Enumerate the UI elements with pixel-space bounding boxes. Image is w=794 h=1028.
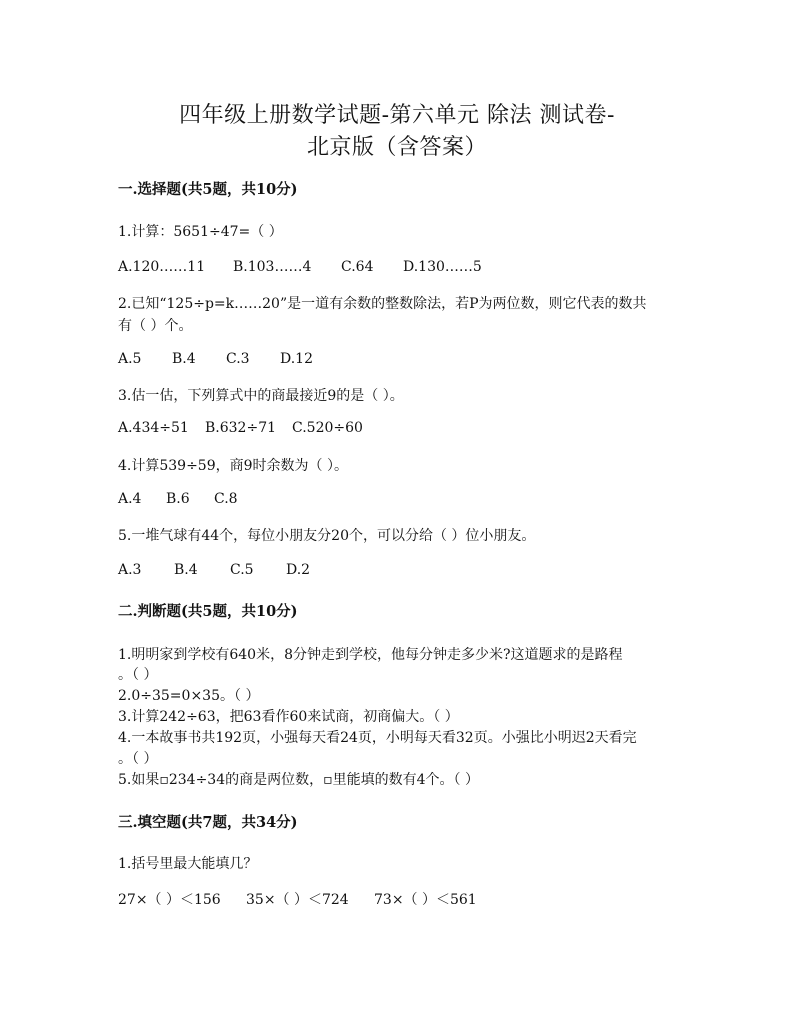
option-b: B.4 bbox=[174, 562, 198, 578]
fill-item: 27×（ ）＜156 bbox=[118, 892, 221, 908]
judge-item: 2.0÷35=0×35。（ ） bbox=[118, 688, 260, 704]
options-row bbox=[118, 351, 313, 367]
judge-item: 1.明明家到学校有640米，8分钟走到学校，他每分钟走多少米?这道题求的是路程 bbox=[118, 647, 623, 663]
page-subtitle: 北京版（含答案） bbox=[306, 135, 487, 160]
option-a: A.434÷51 bbox=[118, 420, 189, 436]
option-b: B.6 bbox=[166, 491, 190, 507]
options-row bbox=[118, 420, 363, 436]
options-row bbox=[118, 259, 482, 275]
judge-item-cont: 。（ ） bbox=[118, 751, 158, 767]
option-c: C.520÷60 bbox=[292, 420, 363, 436]
question-text-cont: 有（ ）个。 bbox=[118, 318, 193, 334]
option-a: A.120……11 bbox=[118, 259, 206, 275]
question-text: 3.估一估，下列算式中的商最接近9的是（ ）。 bbox=[118, 388, 404, 404]
fill-item: 73×（ ）＜561 bbox=[374, 892, 477, 908]
option-c: C.8 bbox=[214, 491, 238, 507]
question-text: 1.计算：5651÷47=（ ） bbox=[118, 224, 283, 240]
option-c: C.64 bbox=[341, 259, 374, 275]
options-row bbox=[118, 491, 238, 507]
question-text: 5.一堆气球有44个，每位小朋友分20个，可以分给（ ）位小朋友。 bbox=[118, 528, 536, 544]
option-d: D.12 bbox=[280, 351, 313, 367]
fill-item: 35×（ ）＜724 bbox=[246, 892, 349, 908]
option-a: A.3 bbox=[118, 562, 142, 578]
page-title: 四年级上册数学试题-第六单元 除法 测试卷- bbox=[179, 103, 615, 128]
option-d: D.130……5 bbox=[403, 259, 482, 275]
question-text: 4.计算539÷59，商9时余数为（ ）。 bbox=[118, 458, 348, 474]
section-heading-judge: 二.判断题(共5题，共10分) bbox=[118, 603, 298, 620]
option-c: C.3 bbox=[226, 351, 250, 367]
option-c: C.5 bbox=[230, 562, 254, 578]
option-b: B.632÷71 bbox=[205, 420, 277, 436]
section-heading-fill: 三.填空题(共7题，共34分) bbox=[118, 814, 298, 831]
judge-item-cont: 。（ ） bbox=[118, 667, 158, 683]
question-text: 1.括号里最大能填几？ bbox=[118, 856, 258, 872]
judge-item: 3.计算242÷63，把63看作60来试商，初商偏大。（ ） bbox=[118, 709, 459, 725]
question-text: 2.已知“125÷p=k……20”是一道有余数的整数除法，若P为两位数，则它代表的数共 bbox=[118, 296, 647, 312]
fill-row bbox=[118, 889, 477, 909]
option-d: D.2 bbox=[286, 562, 311, 578]
judge-item: 4.一本故事书共192页，小强每天看24页，小明每天看32页。小强比小明迟2天看完 bbox=[118, 730, 637, 746]
option-b: B.4 bbox=[172, 351, 196, 367]
option-b: B.103……4 bbox=[233, 259, 312, 275]
section-heading-choice: 一.选择题(共5题，共10分) bbox=[118, 181, 298, 198]
judge-item: 5.如果▫234÷34的商是两位数，▫里能填的数有4个。（ ） bbox=[118, 772, 479, 788]
options-row bbox=[118, 562, 310, 578]
option-a: A.5 bbox=[118, 351, 142, 367]
option-a: A.4 bbox=[118, 491, 142, 507]
